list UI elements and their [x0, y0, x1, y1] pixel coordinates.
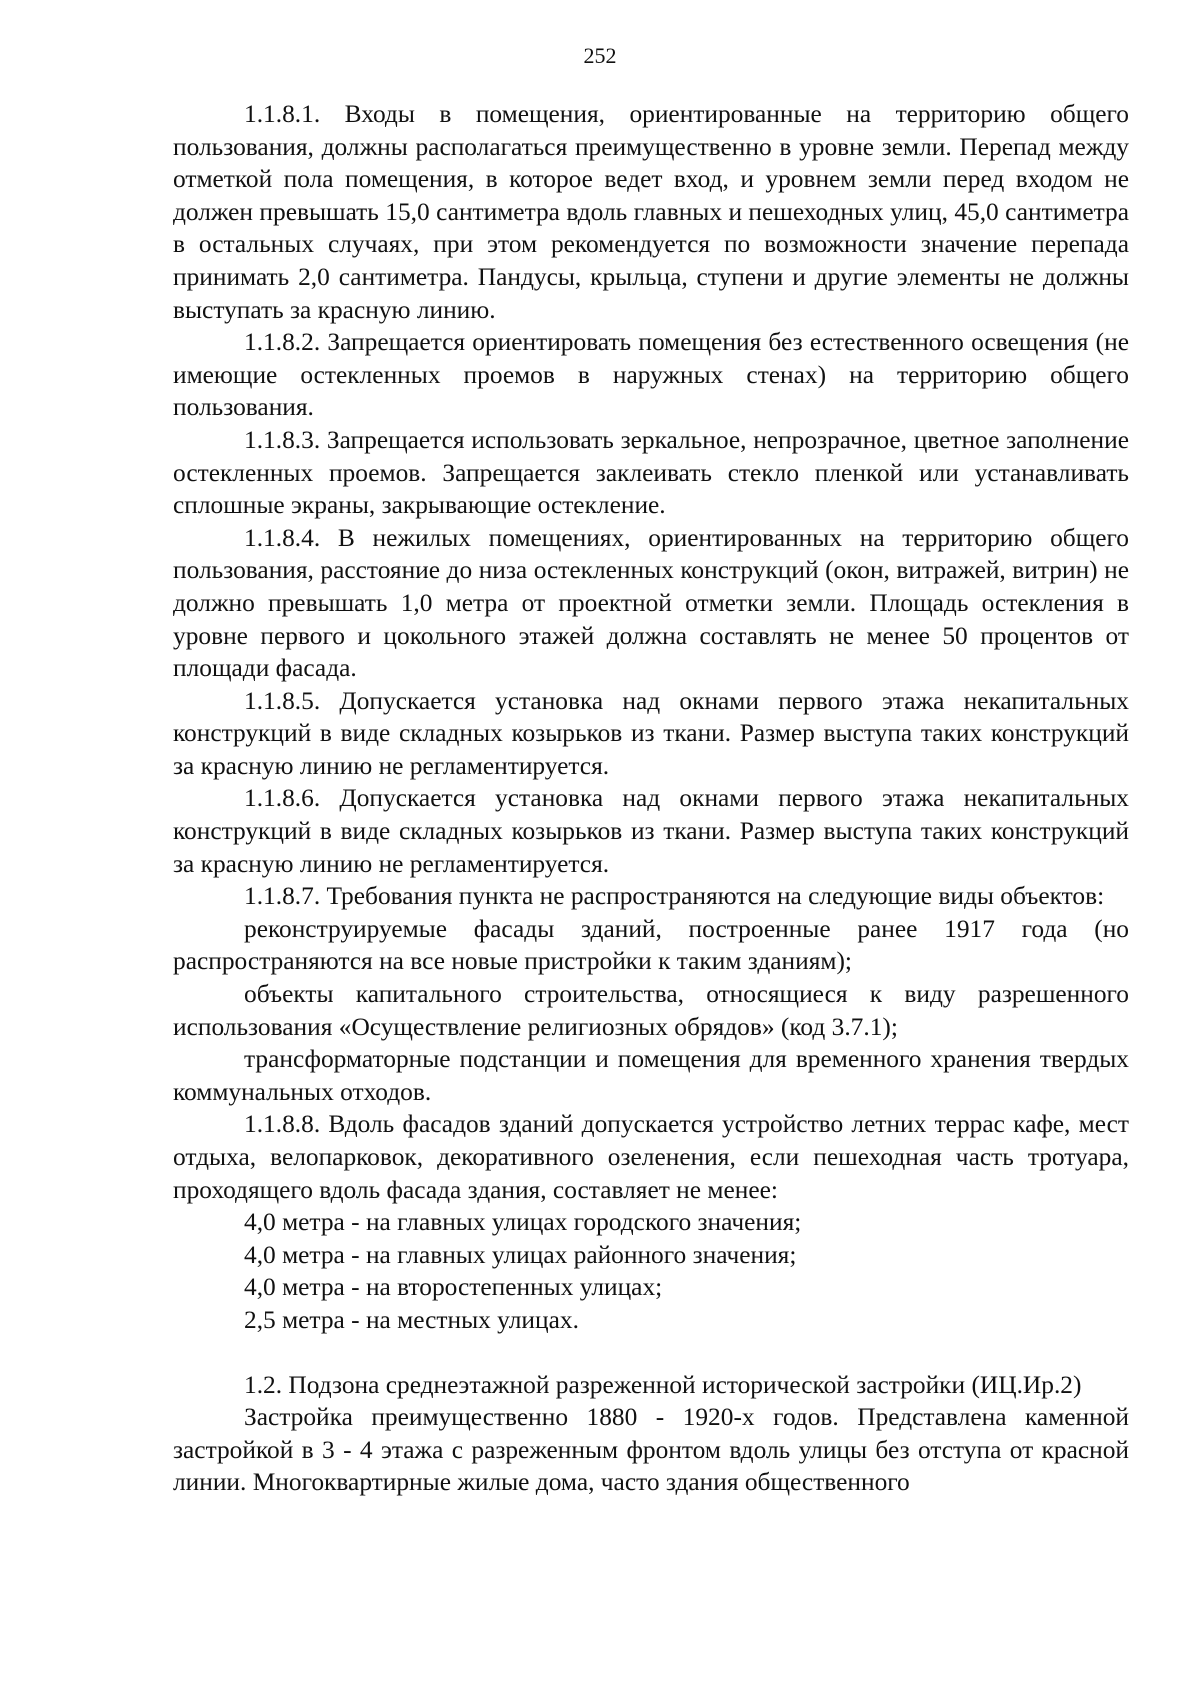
sidewalk-width-item: 4,0 метра - на главных улицах районного значения; — [244, 1240, 797, 1269]
sidewalk-width-item: 2,5 метра - на местных улицах. — [244, 1305, 579, 1334]
section-heading-1-2: 1.2. Подзона среднеэтажной разреженной исторической застройки (ИЦ.Ир.2) — [244, 1370, 1082, 1399]
page-number: 252 — [583, 43, 617, 68]
document-body — [173, 98, 1129, 1499]
exception-item: трансформаторные подстанции и помещения для временного хранения твердых коммунальных отходов. — [173, 1045, 1129, 1106]
section-description: Застройка преимущественно 1880 - 1920-х годов. Представлена каменной застройкой в 3 - 4 этажа с разреженным фронтом вдоль улицы без отступа от красной линии. Многоквартирные жилые дома, часто здания общественного — [173, 1403, 1129, 1497]
paragraph-1-1-8-3: 1.1.8.3. Запрещается использовать зеркальное, непрозрачное, цветное заполнение остекленных проемов. Запрещается заклеивать стекло пленкой или устанавливать сплошные экраны, закрывающие остекление. — [173, 425, 1129, 520]
paragraph-1-1-8-2: 1.1.8.2. Запрещается ориентировать помещения без естественного освещения (не имеющие остекленных проемов в наружных стенах) на территорию общего пользования. — [173, 328, 1129, 422]
exception-item: объекты капитального строительства, относящиеся к виду разрешенного использования «Осуществление религиозных обрядов» (код 3.7.1); — [173, 980, 1129, 1041]
paragraph-1-1-8-1: 1.1.8.1. Входы в помещения, ориентированные на территорию общего пользования, должны располагаться преимущественно в уровне земли. Перепад между отметкой пола помещения, в которое ведет вход, и уровнем земли перед входом не должен превышать 15,0 сантиметра вдоль главных и пешеходных улиц, 45,0 сантиметра в остальных случаях, при этом рекомендуется по возможности значение перепада принимать 2,0 сантиметра. Пандусы, крыльца, ступени и другие элементы не должны выступать за красную линию. — [173, 100, 1129, 324]
paragraph-1-1-8-8: 1.1.8.8. Вдоль фасадов зданий допускается устройство летних террас кафе, мест отдыха, велопарковок, декоративного озеленения, если пешеходная часть тротуара, проходящего вдоль фасада здания, составляет не менее: — [173, 1110, 1129, 1204]
exception-item: реконструируемые фасады зданий, построенные ранее 1917 года (но распространяются на все новые пристройки к таким зданиям); — [173, 914, 1129, 976]
sidewalk-width-item: 4,0 метра - на второстепенных улицах; — [244, 1273, 663, 1302]
sidewalk-width-item: 4,0 метра - на главных улицах городского значения; — [244, 1208, 802, 1237]
paragraph-1-1-8-7: 1.1.8.7. Требования пункта не распространяются на следующие виды объектов: — [244, 882, 1105, 911]
paragraph-1-1-8-5: 1.1.8.5. Допускается установка над окнами первого этажа некапитальных конструкций в виде складных козырьков из ткани. Размер выступа таких конструкций за красную линию не регламентируется. — [173, 686, 1129, 780]
paragraph-1-1-8-6: 1.1.8.6. Допускается установка над окнами первого этажа некапитальных конструкций в виде складных козырьков из ткани. Размер выступа таких конструкций за красную линию не регламентируется. — [173, 784, 1129, 878]
paragraph-1-1-8-4: 1.1.8.4. В нежилых помещениях, ориентированных на территорию общего пользования, расстояние до низа остекленных конструкций (окон, витражей, витрин) не должно превышать 1,0 метра от проектной отметки земли. Площадь остекления в уровне первого и цокольного этажей должна составлять не менее 50 процентов от площади фасада. — [173, 523, 1129, 683]
